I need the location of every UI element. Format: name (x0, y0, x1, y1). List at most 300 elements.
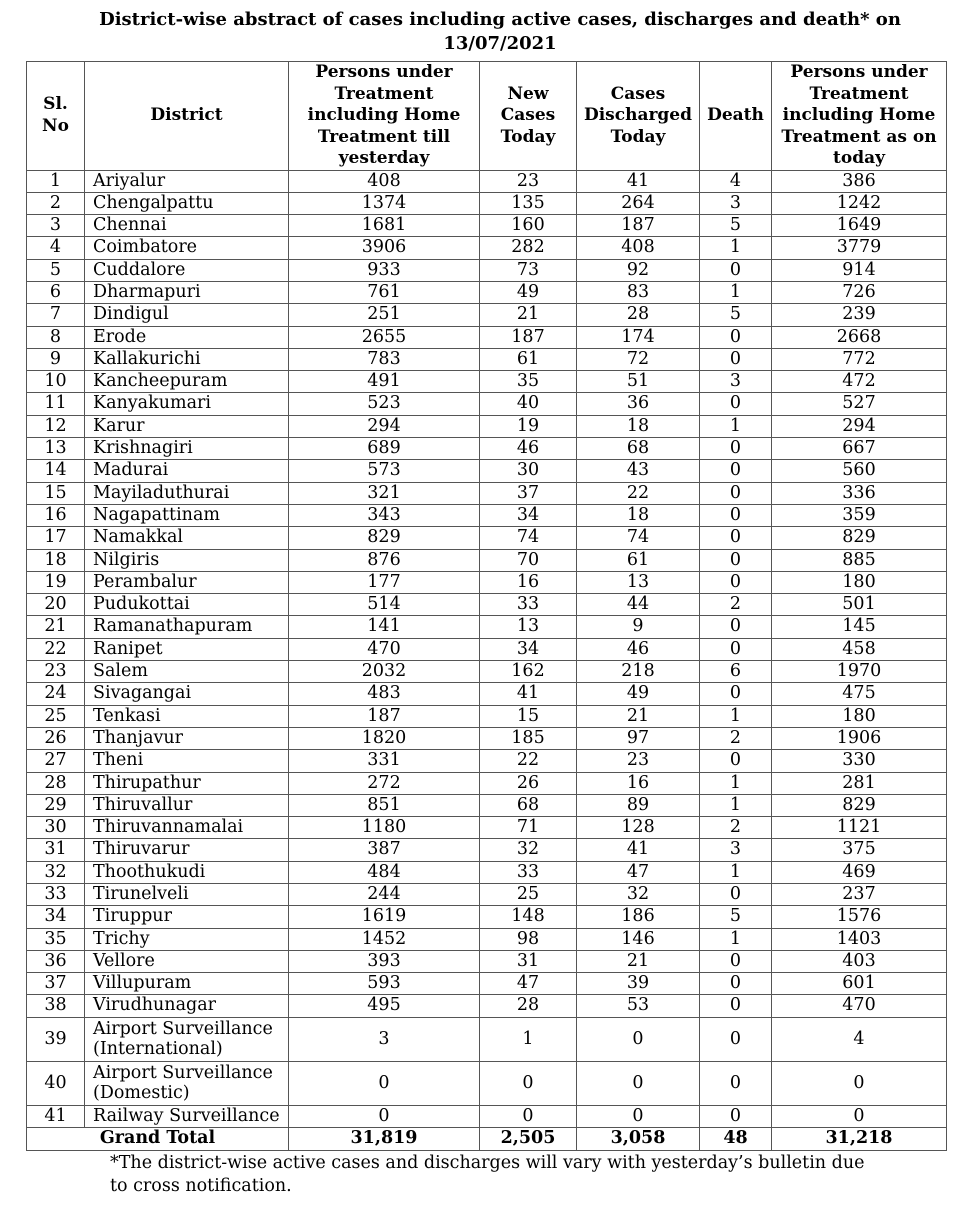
cell-treatment-yesterday: 141 (289, 616, 480, 638)
header-sl-no: Sl. No (27, 62, 85, 171)
cell-treatment-today: 885 (772, 549, 947, 571)
cell-cases-discharged: 39 (577, 973, 700, 995)
cell-death: 0 (700, 973, 772, 995)
cell-district: Nagapattinam (85, 504, 289, 526)
cell-new-cases: 0 (480, 1061, 577, 1105)
cell-sl-no: 24 (27, 683, 85, 705)
cell-treatment-today: 560 (772, 460, 947, 482)
table-row (27, 438, 947, 460)
cell-treatment-today: 0 (772, 1105, 947, 1127)
cell-new-cases: 34 (480, 638, 577, 660)
cell-new-cases: 16 (480, 571, 577, 593)
cell-death: 5 (700, 304, 772, 326)
cell-new-cases: 0 (480, 1105, 577, 1127)
cell-treatment-today: 1649 (772, 215, 947, 237)
cell-treatment-yesterday: 408 (289, 170, 480, 192)
cell-district: Ariyalur (85, 170, 289, 192)
cell-sl-no: 28 (27, 772, 85, 794)
cell-sl-no: 34 (27, 906, 85, 928)
cell-death: 0 (700, 549, 772, 571)
cell-death: 3 (700, 192, 772, 214)
cell-new-cases: 40 (480, 393, 577, 415)
cell-new-cases: 1 (480, 1017, 577, 1061)
table-row (27, 950, 947, 972)
cell-treatment-today: 470 (772, 995, 947, 1017)
cell-treatment-yesterday: 251 (289, 304, 480, 326)
cell-treatment-today: 403 (772, 950, 947, 972)
grand-total-label: Grand Total (27, 1128, 289, 1151)
cell-treatment-today: 336 (772, 482, 947, 504)
cell-treatment-today: 375 (772, 839, 947, 861)
cell-treatment-yesterday: 689 (289, 438, 480, 460)
cell-death: 0 (700, 683, 772, 705)
cell-district: Sivagangai (85, 683, 289, 705)
table-row (27, 1017, 947, 1061)
cell-treatment-yesterday: 3 (289, 1017, 480, 1061)
cell-new-cases: 22 (480, 750, 577, 772)
table-row (27, 616, 947, 638)
cell-district: Dindigul (85, 304, 289, 326)
cell-sl-no: 41 (27, 1105, 85, 1127)
cell-cases-discharged: 23 (577, 750, 700, 772)
grand-total-row (27, 1128, 947, 1151)
cell-death: 0 (700, 1061, 772, 1105)
cell-treatment-today: 2668 (772, 326, 947, 348)
cell-treatment-yesterday: 393 (289, 950, 480, 972)
cell-treatment-today: 1242 (772, 192, 947, 214)
cell-district: Krishnagiri (85, 438, 289, 460)
table-row (27, 1105, 947, 1127)
cell-district: Ranipet (85, 638, 289, 660)
cell-new-cases: 98 (480, 928, 577, 950)
header-treatment-today: Persons under Treatment including Home Treatment as on today (772, 62, 947, 171)
cell-treatment-yesterday: 829 (289, 527, 480, 549)
cell-treatment-today: 914 (772, 259, 947, 281)
cell-treatment-yesterday: 491 (289, 371, 480, 393)
cell-district: Thanjavur (85, 727, 289, 749)
cell-death: 1 (700, 415, 772, 437)
table-row (27, 304, 947, 326)
table-row (27, 571, 947, 593)
cell-cases-discharged: 41 (577, 839, 700, 861)
cell-death: 0 (700, 1017, 772, 1061)
cell-death: 0 (700, 482, 772, 504)
cell-cases-discharged: 408 (577, 237, 700, 259)
cell-death: 0 (700, 460, 772, 482)
cell-cases-discharged: 174 (577, 326, 700, 348)
header-cases-discharged: Cases Discharged Today (577, 62, 700, 171)
cell-sl-no: 22 (27, 638, 85, 660)
cell-treatment-yesterday: 244 (289, 884, 480, 906)
total-treatment-today: 31,218 (772, 1128, 947, 1151)
cell-treatment-yesterday: 177 (289, 571, 480, 593)
cell-treatment-today: 237 (772, 884, 947, 906)
cell-new-cases: 26 (480, 772, 577, 794)
cell-death: 4 (700, 170, 772, 192)
cell-new-cases: 32 (480, 839, 577, 861)
cell-treatment-today: 4 (772, 1017, 947, 1061)
total-new-cases: 2,505 (480, 1128, 577, 1151)
cell-sl-no: 15 (27, 482, 85, 504)
cell-death: 1 (700, 705, 772, 727)
header-treatment-yesterday: Persons under Treatment including Home Treatment till yesterday (289, 62, 480, 171)
cell-cases-discharged: 13 (577, 571, 700, 593)
table-row (27, 772, 947, 794)
cell-treatment-today: 475 (772, 683, 947, 705)
cell-new-cases: 35 (480, 371, 577, 393)
cell-cases-discharged: 97 (577, 727, 700, 749)
cell-sl-no: 26 (27, 727, 85, 749)
cell-cases-discharged: 43 (577, 460, 700, 482)
cell-cases-discharged: 22 (577, 482, 700, 504)
cell-district: Nilgiris (85, 549, 289, 571)
cell-district: Erode (85, 326, 289, 348)
cell-district: Ramanathapuram (85, 616, 289, 638)
cell-death: 0 (700, 995, 772, 1017)
table-row (27, 326, 947, 348)
cell-treatment-today: 281 (772, 772, 947, 794)
cell-new-cases: 70 (480, 549, 577, 571)
cell-death: 0 (700, 259, 772, 281)
cell-sl-no: 29 (27, 794, 85, 816)
cell-death: 2 (700, 594, 772, 616)
cell-treatment-today: 330 (772, 750, 947, 772)
cell-new-cases: 282 (480, 237, 577, 259)
cell-district: Villupuram (85, 973, 289, 995)
table-header-row (27, 62, 947, 171)
table-row (27, 906, 947, 928)
cell-death: 5 (700, 906, 772, 928)
cell-death: 0 (700, 571, 772, 593)
cell-district: Mayiladuthurai (85, 482, 289, 504)
cell-treatment-today: 726 (772, 281, 947, 303)
cell-cases-discharged: 28 (577, 304, 700, 326)
cell-sl-no: 23 (27, 661, 85, 683)
cell-sl-no: 38 (27, 995, 85, 1017)
table-row (27, 170, 947, 192)
cell-treatment-yesterday: 3906 (289, 237, 480, 259)
cell-treatment-today: 145 (772, 616, 947, 638)
cell-treatment-yesterday: 1681 (289, 215, 480, 237)
cell-sl-no: 17 (27, 527, 85, 549)
cell-death: 1 (700, 281, 772, 303)
cell-new-cases: 68 (480, 794, 577, 816)
cell-district: Chennai (85, 215, 289, 237)
cell-district: Chengalpattu (85, 192, 289, 214)
cell-treatment-today: 0 (772, 1061, 947, 1105)
cell-new-cases: 135 (480, 192, 577, 214)
cell-district: Pudukottai (85, 594, 289, 616)
cell-new-cases: 28 (480, 995, 577, 1017)
table-row (27, 281, 947, 303)
cell-treatment-yesterday: 343 (289, 504, 480, 526)
cell-treatment-yesterday: 495 (289, 995, 480, 1017)
cell-cases-discharged: 61 (577, 549, 700, 571)
cell-sl-no: 32 (27, 861, 85, 883)
cell-treatment-yesterday: 484 (289, 861, 480, 883)
table-row (27, 727, 947, 749)
cell-district: Vellore (85, 950, 289, 972)
cell-treatment-yesterday: 514 (289, 594, 480, 616)
cell-new-cases: 73 (480, 259, 577, 281)
cell-new-cases: 71 (480, 817, 577, 839)
total-cases-discharged: 3,058 (577, 1128, 700, 1151)
cell-new-cases: 162 (480, 661, 577, 683)
cell-cases-discharged: 21 (577, 705, 700, 727)
cell-treatment-today: 180 (772, 705, 947, 727)
cell-cases-discharged: 9 (577, 616, 700, 638)
cell-district: Airport Surveillance (International) (85, 1017, 289, 1061)
table-row (27, 259, 947, 281)
table-row (27, 1061, 947, 1105)
cell-cases-discharged: 49 (577, 683, 700, 705)
cell-new-cases: 33 (480, 594, 577, 616)
cell-treatment-yesterday: 1180 (289, 817, 480, 839)
cell-death: 2 (700, 817, 772, 839)
cell-cases-discharged: 187 (577, 215, 700, 237)
cell-district: Thirupathur (85, 772, 289, 794)
cell-death: 0 (700, 527, 772, 549)
cell-cases-discharged: 46 (577, 638, 700, 660)
cell-sl-no: 40 (27, 1061, 85, 1105)
cell-sl-no: 16 (27, 504, 85, 526)
cell-cases-discharged: 128 (577, 817, 700, 839)
cell-sl-no: 31 (27, 839, 85, 861)
table-row (27, 839, 947, 861)
cell-district: Kanyakumari (85, 393, 289, 415)
cell-cases-discharged: 89 (577, 794, 700, 816)
cell-sl-no: 11 (27, 393, 85, 415)
cell-treatment-today: 180 (772, 571, 947, 593)
table-row (27, 638, 947, 660)
cell-district: Thiruvarur (85, 839, 289, 861)
cell-treatment-today: 458 (772, 638, 947, 660)
cell-treatment-yesterday: 0 (289, 1061, 480, 1105)
cell-sl-no: 20 (27, 594, 85, 616)
table-row (27, 460, 947, 482)
cell-district: Thoothukudi (85, 861, 289, 883)
cell-district: Theni (85, 750, 289, 772)
cell-death: 1 (700, 861, 772, 883)
cell-cases-discharged: 74 (577, 527, 700, 549)
cell-treatment-today: 829 (772, 527, 947, 549)
header-district: District (85, 62, 289, 171)
cell-district: Railway Surveillance (85, 1105, 289, 1127)
cell-treatment-yesterday: 523 (289, 393, 480, 415)
table-row (27, 348, 947, 370)
cell-district: Tirunelveli (85, 884, 289, 906)
cell-treatment-today: 1906 (772, 727, 947, 749)
cell-treatment-yesterday: 0 (289, 1105, 480, 1127)
cell-cases-discharged: 53 (577, 995, 700, 1017)
cell-sl-no: 21 (27, 616, 85, 638)
cell-cases-discharged: 0 (577, 1017, 700, 1061)
cell-death: 2 (700, 727, 772, 749)
cell-district: Trichy (85, 928, 289, 950)
cell-treatment-yesterday: 2655 (289, 326, 480, 348)
title-line-1: District-wise abstract of cases including active cases, discharges and death* on (99, 9, 901, 30)
cell-new-cases: 185 (480, 727, 577, 749)
cell-district: Virudhunagar (85, 995, 289, 1017)
cell-district: Kancheepuram (85, 371, 289, 393)
table-row (27, 817, 947, 839)
cell-cases-discharged: 92 (577, 259, 700, 281)
cell-district: Thiruvallur (85, 794, 289, 816)
cell-death: 0 (700, 393, 772, 415)
cell-treatment-yesterday: 272 (289, 772, 480, 794)
cell-cases-discharged: 83 (577, 281, 700, 303)
cell-district: Namakkal (85, 527, 289, 549)
cell-new-cases: 19 (480, 415, 577, 437)
cell-death: 6 (700, 661, 772, 683)
cell-cases-discharged: 21 (577, 950, 700, 972)
total-death: 48 (700, 1128, 772, 1151)
table-row (27, 415, 947, 437)
cell-death: 1 (700, 794, 772, 816)
cell-new-cases: 23 (480, 170, 577, 192)
header-death: Death (700, 62, 772, 171)
cell-death: 0 (700, 616, 772, 638)
cell-new-cases: 15 (480, 705, 577, 727)
cell-cases-discharged: 36 (577, 393, 700, 415)
cell-cases-discharged: 47 (577, 861, 700, 883)
cell-cases-discharged: 0 (577, 1105, 700, 1127)
cell-sl-no: 5 (27, 259, 85, 281)
cell-treatment-yesterday: 761 (289, 281, 480, 303)
cell-sl-no: 33 (27, 884, 85, 906)
cell-treatment-today: 1403 (772, 928, 947, 950)
cell-cases-discharged: 0 (577, 1061, 700, 1105)
cell-treatment-yesterday: 933 (289, 259, 480, 281)
cell-sl-no: 18 (27, 549, 85, 571)
table-row (27, 884, 947, 906)
cell-treatment-today: 1970 (772, 661, 947, 683)
cell-sl-no: 13 (27, 438, 85, 460)
cell-new-cases: 30 (480, 460, 577, 482)
cell-treatment-today: 527 (772, 393, 947, 415)
table-row (27, 995, 947, 1017)
table-row (27, 705, 947, 727)
cell-new-cases: 34 (480, 504, 577, 526)
cell-sl-no: 35 (27, 928, 85, 950)
district-cases-table (26, 61, 947, 1151)
table-row (27, 527, 947, 549)
cell-new-cases: 41 (480, 683, 577, 705)
cell-sl-no: 39 (27, 1017, 85, 1061)
table-row (27, 215, 947, 237)
cell-treatment-today: 469 (772, 861, 947, 883)
cell-cases-discharged: 41 (577, 170, 700, 192)
header-new-cases: New Cases Today (480, 62, 577, 171)
table-row (27, 504, 947, 526)
cell-cases-discharged: 146 (577, 928, 700, 950)
cell-district: Airport Surveillance (Domestic) (85, 1061, 289, 1105)
cell-treatment-today: 294 (772, 415, 947, 437)
cell-treatment-yesterday: 1452 (289, 928, 480, 950)
cell-sl-no: 14 (27, 460, 85, 482)
table-row (27, 973, 947, 995)
cell-new-cases: 21 (480, 304, 577, 326)
cell-treatment-yesterday: 470 (289, 638, 480, 660)
cell-treatment-today: 601 (772, 973, 947, 995)
cell-treatment-today: 501 (772, 594, 947, 616)
cell-district: Perambalur (85, 571, 289, 593)
cell-district: Tenkasi (85, 705, 289, 727)
cell-district: Coimbatore (85, 237, 289, 259)
cell-treatment-yesterday: 331 (289, 750, 480, 772)
cell-treatment-today: 472 (772, 371, 947, 393)
cell-cases-discharged: 44 (577, 594, 700, 616)
table-row (27, 861, 947, 883)
cell-death: 1 (700, 928, 772, 950)
cell-district: Kallakurichi (85, 348, 289, 370)
table-row (27, 683, 947, 705)
cell-treatment-yesterday: 294 (289, 415, 480, 437)
cell-cases-discharged: 186 (577, 906, 700, 928)
cell-treatment-today: 829 (772, 794, 947, 816)
cell-new-cases: 61 (480, 348, 577, 370)
cell-treatment-today: 1121 (772, 817, 947, 839)
table-row (27, 750, 947, 772)
cell-treatment-yesterday: 573 (289, 460, 480, 482)
table-row (27, 594, 947, 616)
cell-district: Salem (85, 661, 289, 683)
title-date: 13/07/2021 (443, 33, 557, 54)
cell-sl-no: 1 (27, 170, 85, 192)
cell-treatment-yesterday: 1374 (289, 192, 480, 214)
cell-sl-no: 36 (27, 950, 85, 972)
table-row (27, 393, 947, 415)
cell-sl-no: 8 (27, 326, 85, 348)
table-row (27, 928, 947, 950)
cell-new-cases: 25 (480, 884, 577, 906)
cell-new-cases: 49 (480, 281, 577, 303)
cell-death: 5 (700, 215, 772, 237)
cell-cases-discharged: 218 (577, 661, 700, 683)
cell-death: 0 (700, 348, 772, 370)
table-row (27, 237, 947, 259)
cell-treatment-yesterday: 1820 (289, 727, 480, 749)
cell-treatment-today: 239 (772, 304, 947, 326)
cell-sl-no: 30 (27, 817, 85, 839)
cell-district: Karur (85, 415, 289, 437)
cell-new-cases: 13 (480, 616, 577, 638)
cell-district: Cuddalore (85, 259, 289, 281)
cell-death: 0 (700, 638, 772, 660)
table-body (27, 170, 947, 1151)
cell-new-cases: 160 (480, 215, 577, 237)
cell-sl-no: 10 (27, 371, 85, 393)
cell-cases-discharged: 68 (577, 438, 700, 460)
cell-sl-no: 4 (27, 237, 85, 259)
cell-cases-discharged: 264 (577, 192, 700, 214)
cell-new-cases: 148 (480, 906, 577, 928)
cell-death: 1 (700, 772, 772, 794)
cell-death: 0 (700, 950, 772, 972)
cell-treatment-yesterday: 2032 (289, 661, 480, 683)
cell-treatment-yesterday: 876 (289, 549, 480, 571)
cell-district: Madurai (85, 460, 289, 482)
cell-death: 0 (700, 326, 772, 348)
cell-new-cases: 33 (480, 861, 577, 883)
footnote: *The district-wise active cases and discharges will vary with yesterday’s bulletin due to cross notification. (110, 1153, 865, 1196)
cell-sl-no: 3 (27, 215, 85, 237)
cell-cases-discharged: 51 (577, 371, 700, 393)
cell-treatment-today: 772 (772, 348, 947, 370)
cell-sl-no: 37 (27, 973, 85, 995)
table-row (27, 192, 947, 214)
cell-death: 0 (700, 884, 772, 906)
